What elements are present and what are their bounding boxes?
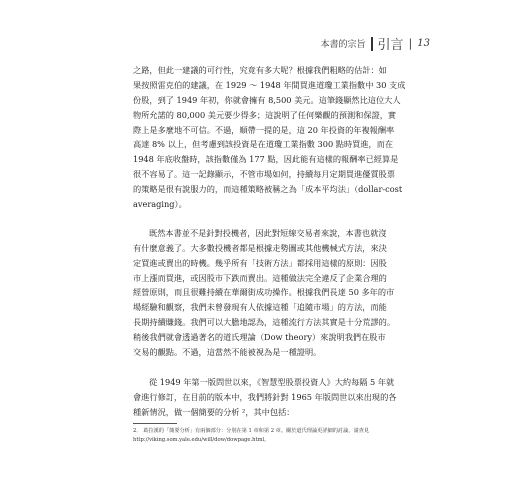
footnote-link[interactable]: http://viking.som.yale.edu/will/dow/dowpage.html。 (133, 437, 270, 443)
text-line: 既然本書並不是針對投機者，因此對短線交易者來說，本書也就沒 (149, 227, 387, 238)
text-line: 市上漲而買進，或因股市下跌而賣出。這種做法完全違反了企業合理的 (133, 272, 387, 283)
paragraph-1 (133, 63, 406, 212)
paragraph-3 (133, 375, 395, 420)
text-line: 物所允諾的 80,000 美元要少得多；這說明了任何樂觀的預測和保證，實 (133, 109, 397, 120)
text-line: 份股，到了 1949 年初，你就會擁有 8,500 美元。這筆錢顯然比這位大人 (133, 94, 401, 105)
text-line: 高達 8% 以上，但考慮到該投資是在道瓊工業指數 300 點時買進，而在 (133, 139, 394, 150)
text-line: 交易的觀點。不過，這當然不能被視為是一種證明。 (133, 347, 322, 358)
text-line: 定買進或賣出的時機。幾乎所有「技術方法」都採用這樣的原則：因股 (133, 257, 387, 268)
text-line: averaging）。 (133, 199, 187, 210)
text-line: 際上是多麼地不可信。不過，順帶一提的是，這 20 年投資的年複報酬率 (133, 124, 395, 135)
text-line: 場經驗和觀察，我們未曾發現有人依據這種「追隨市場」的方法，而能 (133, 302, 387, 313)
text-line: 有什麼意義了。大多數投機者都是根據走勢圖或其他機械式方法，來決 (133, 242, 387, 253)
text-line: 長期持續賺錢。我們可以大膽地認為，這種流行方法其實是十分荒謬的。 (133, 317, 396, 328)
text-line: 之路，但此一建議的可行性，究竟有多大呢？根據我們粗略的估計：如 (133, 65, 387, 75)
body-text (133, 63, 406, 420)
paragraph-2 (133, 226, 395, 360)
footnote-rule (133, 423, 177, 424)
text-line: 的策略是很有說服力的，而這種策略被稱之為「成本平均法」（dollar-cost (133, 184, 403, 195)
footnote-line: 2． 葛拉漢的「簡要分析」有兩個部分：分別在第 1 章和第 2 章。關於道氏理論更詳細的討論，請查見 (133, 428, 370, 434)
text-line: 很不容易了。這一記錄顯示，不管市場如何，持續每月定期買進優質股票 (133, 169, 396, 180)
text-line: 果按照雷克伯的建議，在 1929 ～ 1948 年間買進道瓊工業指數中 30 支成 (133, 79, 406, 90)
running-head-separator: | (408, 37, 413, 50)
running-head-divider (371, 37, 373, 51)
text-line: 經營原則，而且很難持續在華爾街成功操作。根據我們長達 50 多年的市 (133, 287, 395, 298)
running-head (321, 34, 430, 53)
text-line: 從 1949 年第一版問世以來，《智慧型股票投資人》大約每隔 5 年就 (149, 376, 395, 387)
page-number: 13 (417, 38, 430, 49)
running-head-book-title: 本書的宗旨 (320, 40, 366, 50)
running-head-section: 引言 (377, 38, 404, 53)
text-line: 1948 年底收盤時，該指數僅為 177 點，因此能有這樣的報酬率已經算是 (133, 154, 399, 165)
text-line: 稍後我們就會透過著名的道氏理論（Dow theory）來說明我們在股市 (133, 332, 386, 343)
text-line: 會進行修訂，在目前的版本中，我們將針對 1965 年版問世以來出現的各 (133, 391, 397, 402)
text-line: 種新情況，做一個簡要的分析 ²，其中包括： (133, 406, 295, 417)
footnote (133, 427, 403, 445)
